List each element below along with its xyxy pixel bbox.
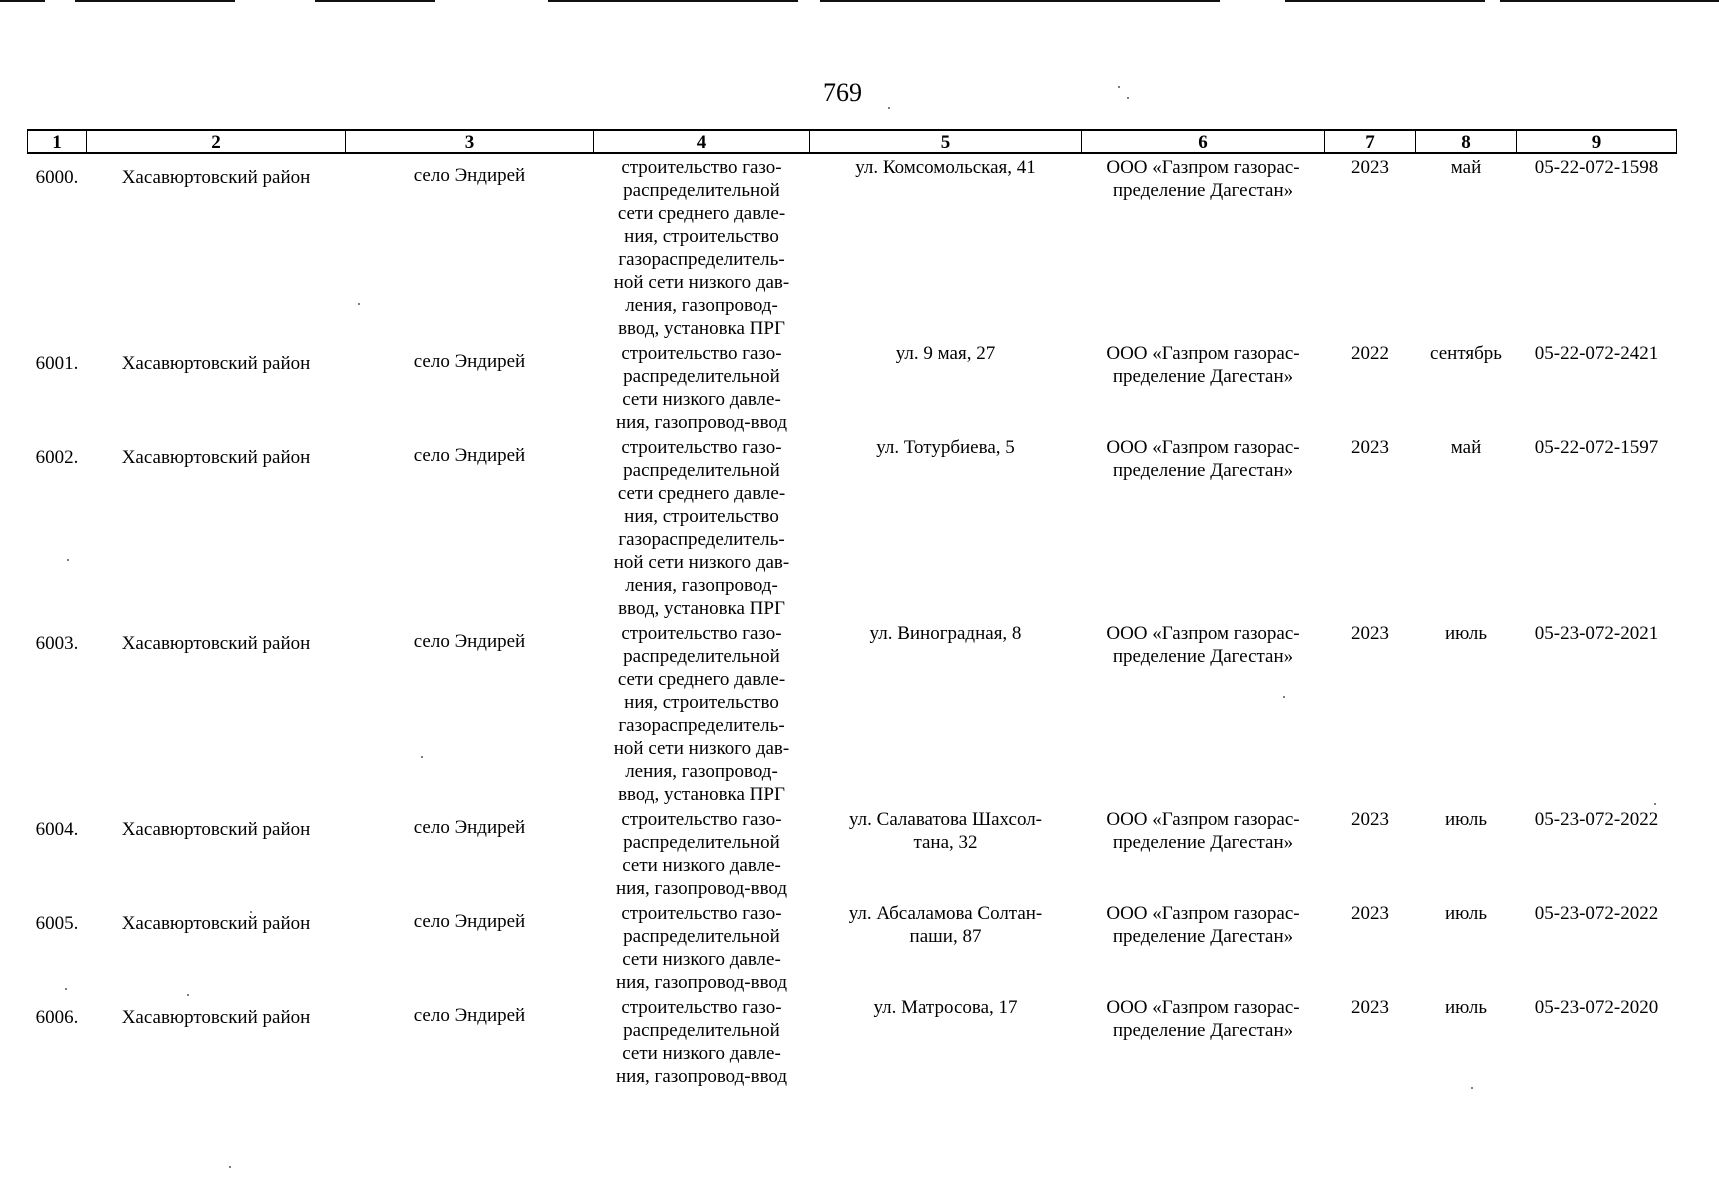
locality-cell: село Эндирей bbox=[413, 445, 526, 466]
address-cell: ул. Комсомольская, 41 bbox=[855, 157, 1036, 178]
month-cell: май bbox=[1450, 157, 1482, 178]
work-description-cell: строительство газо- распределительной сети низкого давле- ния, газопровод-ввод bbox=[615, 809, 788, 899]
registry-code-cell: 05-23-072-2022 bbox=[1534, 809, 1659, 830]
scan-speck bbox=[1118, 86, 1120, 88]
organization-cell: ООО «Газпром газорас- пределение Дагестан» bbox=[1106, 997, 1300, 1041]
month-cell: июль bbox=[1444, 623, 1488, 644]
year-cell: 2022 bbox=[1351, 343, 1389, 364]
district-cell: Хасавюртовский район bbox=[121, 913, 311, 934]
month-cell: июль bbox=[1444, 809, 1488, 830]
locality-cell: село Эндирей bbox=[413, 631, 526, 652]
year-cell: 2023 bbox=[1351, 809, 1389, 830]
month-cell: сентябрь bbox=[1430, 343, 1502, 364]
registry-code-cell: 05-22-072-2421 bbox=[1534, 343, 1659, 364]
organization-cell: ООО «Газпром газорас- пределение Дагестан» bbox=[1106, 623, 1300, 667]
table-row bbox=[28, 434, 1677, 620]
organization-cell: ООО «Газпром газорас- пределение Дагестан» bbox=[1106, 903, 1300, 947]
address-cell: ул. Тотурбиева, 5 bbox=[876, 437, 1015, 458]
row-number: 6000. bbox=[35, 167, 79, 188]
column-header-1: 1 bbox=[28, 130, 87, 153]
organization-cell: ООО «Газпром газорас- пределение Дагестан» bbox=[1106, 809, 1300, 853]
table-row bbox=[28, 806, 1677, 900]
district-cell: Хасавюртовский район bbox=[121, 1007, 311, 1028]
column-header-5: 5 bbox=[810, 130, 1082, 153]
page-number: 769 bbox=[823, 78, 862, 107]
column-header-9: 9 bbox=[1517, 130, 1677, 153]
table-row bbox=[28, 340, 1677, 434]
row-number: 6005. bbox=[35, 913, 79, 934]
district-cell: Хасавюртовский район bbox=[121, 819, 311, 840]
table-row bbox=[28, 994, 1677, 1088]
row-number: 6002. bbox=[35, 447, 79, 468]
header-row bbox=[28, 130, 1677, 153]
work-description-cell: строительство газо- распределительной сети низкого давле- ния, газопровод-ввод bbox=[615, 343, 788, 433]
locality-cell: село Эндирей bbox=[413, 911, 526, 932]
address-cell: ул. Матросова, 17 bbox=[873, 997, 1018, 1018]
work-description-cell: строительство газо- распределительной сети среднего давле- ния, строительство газораспределитель- ной сети низкого дав- ления, газопровод- ввод, установка ПРГ bbox=[613, 437, 790, 619]
district-cell: Хасавюртовский район bbox=[121, 633, 311, 654]
registry-code-cell: 05-23-072-2021 bbox=[1534, 623, 1659, 644]
table-row bbox=[28, 153, 1677, 340]
month-cell: июль bbox=[1444, 903, 1488, 924]
organization-cell: ООО «Газпром газорас- пределение Дагестан» bbox=[1106, 437, 1300, 481]
column-header-8: 8 bbox=[1416, 130, 1517, 153]
year-cell: 2023 bbox=[1351, 157, 1389, 178]
address-cell: ул. Абсаламова Солтан- паши, 87 bbox=[848, 903, 1043, 947]
year-cell: 2023 bbox=[1351, 997, 1389, 1018]
registry-code-cell: 05-23-072-2022 bbox=[1534, 903, 1659, 924]
locality-cell: село Эндирей bbox=[413, 1005, 526, 1026]
row-number: 6003. bbox=[35, 633, 79, 654]
registry-code-cell: 05-23-072-2020 bbox=[1534, 997, 1659, 1018]
registry-code-cell: 05-22-072-1598 bbox=[1534, 157, 1659, 178]
page-top-rule bbox=[0, 0, 1719, 3]
year-cell: 2023 bbox=[1351, 903, 1389, 924]
scan-speck bbox=[1127, 97, 1129, 99]
year-cell: 2023 bbox=[1351, 437, 1389, 458]
work-description-cell: строительство газо- распределительной сети низкого давле- ния, газопровод-ввод bbox=[615, 903, 788, 993]
row-number: 6004. bbox=[35, 819, 79, 840]
address-cell: ул. Виноградная, 8 bbox=[869, 623, 1022, 644]
locality-cell: село Эндирей bbox=[413, 351, 526, 372]
scan-speck bbox=[888, 107, 890, 109]
column-header-3: 3 bbox=[346, 130, 594, 153]
work-description-cell: строительство газо- распределительной сети среднего давле- ния, строительство газораспределитель- ной сети низкого дав- ления, газопровод- ввод, установка ПРГ bbox=[613, 157, 790, 339]
work-description-cell: строительство газо- распределительной сети среднего давле- ния, строительство газораспределитель- ной сети низкого дав- ления, газопровод- ввод, установка ПРГ bbox=[613, 623, 790, 805]
column-header-2: 2 bbox=[87, 130, 346, 153]
month-cell: июль bbox=[1444, 997, 1488, 1018]
register-table bbox=[27, 129, 1677, 1088]
organization-cell: ООО «Газпром газорас- пределение Дагестан» bbox=[1106, 157, 1300, 201]
row-number: 6006. bbox=[35, 1007, 79, 1028]
address-cell: ул. Салаватова Шахсол- тана, 32 bbox=[849, 809, 1042, 853]
address-cell: ул. 9 мая, 27 bbox=[895, 343, 996, 364]
organization-cell: ООО «Газпром газорас- пределение Дагестан» bbox=[1106, 343, 1300, 387]
scan-speck bbox=[229, 1166, 231, 1168]
year-cell: 2023 bbox=[1351, 623, 1389, 644]
district-cell: Хасавюртовский район bbox=[121, 167, 311, 188]
row-number: 6001. bbox=[35, 353, 79, 374]
month-cell: май bbox=[1450, 437, 1482, 458]
district-cell: Хасавюртовский район bbox=[121, 447, 311, 468]
table-row bbox=[28, 900, 1677, 994]
column-header-7: 7 bbox=[1325, 130, 1416, 153]
registry-code-cell: 05-22-072-1597 bbox=[1534, 437, 1659, 458]
column-header-4: 4 bbox=[594, 130, 810, 153]
district-cell: Хасавюртовский район bbox=[121, 353, 311, 374]
table-row bbox=[28, 620, 1677, 806]
column-header-6: 6 bbox=[1082, 130, 1325, 153]
locality-cell: село Эндирей bbox=[413, 817, 526, 838]
work-description-cell: строительство газо- распределительной сети низкого давле- ния, газопровод-ввод bbox=[615, 997, 788, 1087]
locality-cell: село Эндирей bbox=[413, 165, 526, 186]
